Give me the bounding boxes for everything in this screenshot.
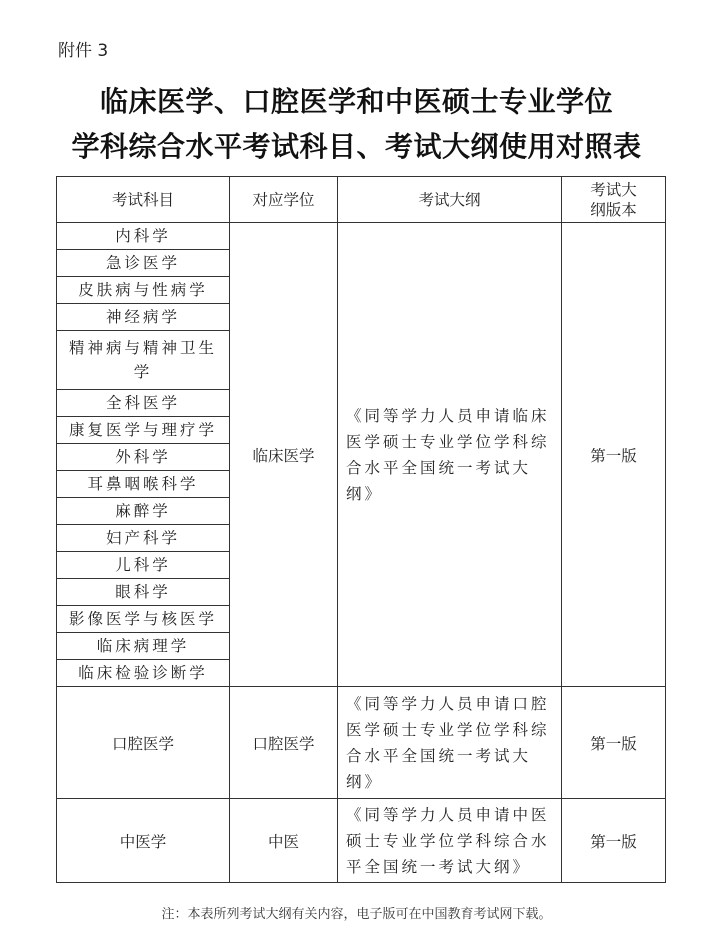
table-row-stomatology — [57, 687, 666, 799]
degree-cell-stomatology: 口腔医学 — [230, 687, 338, 799]
document-title-line-1: 临床医学、口腔医学和中医硕士专业学位 — [99, 85, 613, 118]
outline-cell-stomatology: 《同等学力人员申请口腔医学硕士专业学位学科综合水平全国统一考试大纲》 — [338, 687, 562, 799]
subject-cell: 临床病理学 — [57, 633, 230, 660]
degree-cell-clinical: 临床医学 — [230, 223, 338, 687]
subject-cell: 眼科学 — [57, 579, 230, 606]
subject-cell: 耳鼻咽喉科学 — [57, 471, 230, 498]
subject-cell: 精神病与精神卫生学 — [57, 331, 230, 390]
subject-cell: 外科学 — [57, 444, 230, 471]
subject-cell: 全科医学 — [57, 390, 230, 417]
subject-cell: 临床检验诊断学 — [57, 660, 230, 687]
table-row — [57, 223, 666, 250]
header-subject: 考试科目 — [57, 177, 230, 223]
subject-cell: 皮肤病与性病学 — [57, 277, 230, 304]
version-cell-clinical: 第一版 — [562, 223, 666, 687]
outline-cell-tcm: 《同等学力人员申请中医硕士专业学位学科综合水平全国统一考试大纲》 — [338, 799, 562, 883]
subject-cell: 神经病学 — [57, 304, 230, 331]
outline-cell-clinical: 《同等学力人员申请临床医学硕士专业学位学科综合水平全国统一考试大纲》 — [338, 223, 562, 687]
footnote: 注：本表所列考试大纲有关内容，电子版可在中国教育考试网下载。 — [161, 907, 552, 922]
header-degree: 对应学位 — [230, 177, 338, 223]
degree-cell-tcm: 中医 — [230, 799, 338, 883]
subject-cell: 内科学 — [57, 223, 230, 250]
version-cell-tcm: 第一版 — [562, 799, 666, 883]
subject-cell-tcm: 中医学 — [57, 799, 230, 883]
exam-outline-table — [56, 176, 666, 883]
subject-cell: 康复医学与理疗学 — [57, 417, 230, 444]
version-cell-stomatology: 第一版 — [562, 687, 666, 799]
subject-cell: 妇产科学 — [57, 525, 230, 552]
header-version: 考试大纲版本 — [562, 177, 666, 223]
document-title-line-2: 学科综合水平考试科目、考试大纲使用对照表 — [71, 130, 642, 163]
subject-cell: 影像医学与核医学 — [57, 606, 230, 633]
table-header-row — [57, 177, 666, 223]
subject-cell: 儿科学 — [57, 552, 230, 579]
subject-cell: 麻醉学 — [57, 498, 230, 525]
header-outline: 考试大纲 — [338, 177, 562, 223]
subject-cell: 急诊医学 — [57, 250, 230, 277]
attachment-label: 附件 3 — [58, 41, 109, 61]
subject-cell-stomatology: 口腔医学 — [57, 687, 230, 799]
table-row-tcm — [57, 799, 666, 883]
